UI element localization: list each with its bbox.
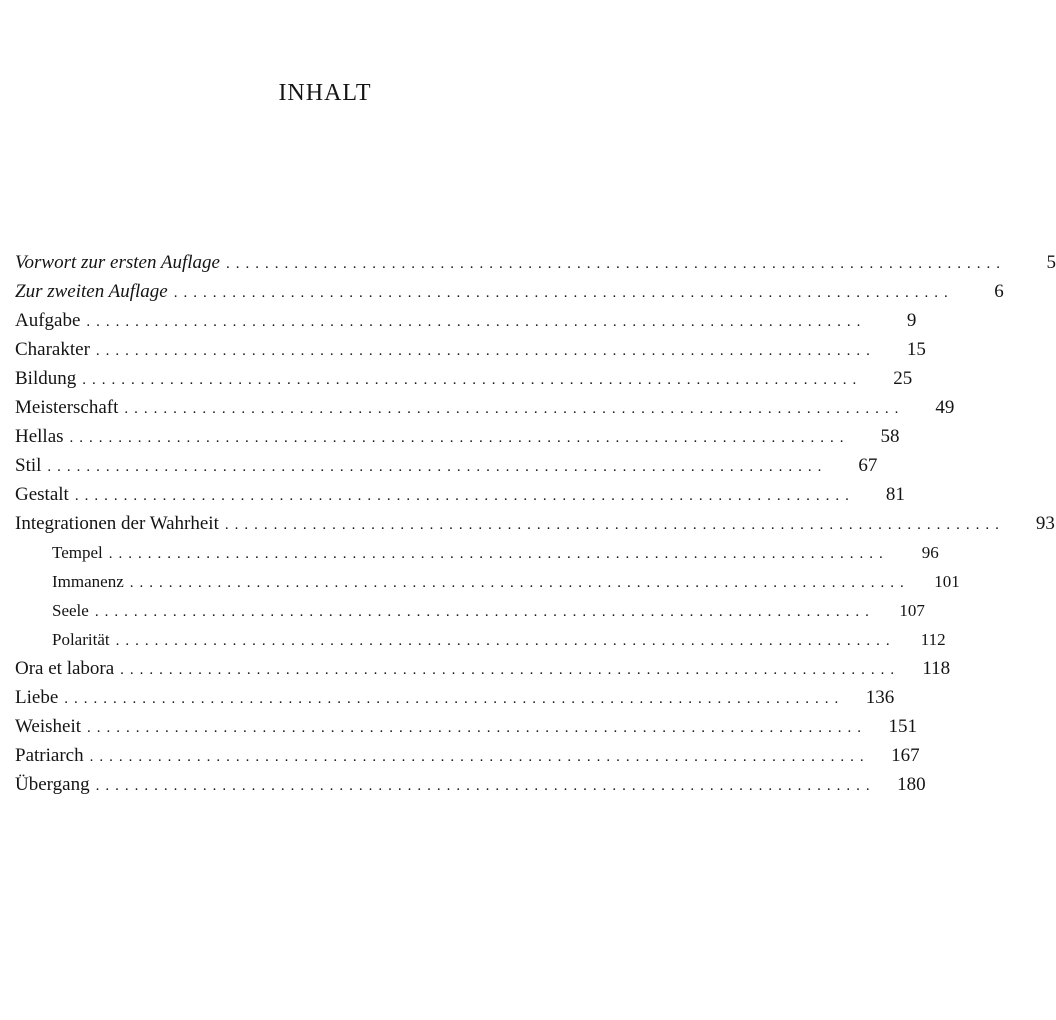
dot-leader: ................................................................................	[94, 604, 875, 620]
dot-leader: ................................................................................	[87, 720, 868, 736]
toc-entry-page-number: 9	[906, 310, 917, 331]
toc-entry-page-number: 96	[921, 543, 939, 562]
dot-leader: ................................................................................	[225, 256, 1006, 272]
toc-entry-title: Integrationen der Wahrheit	[15, 513, 219, 534]
toc-entry-page-number: 180	[897, 774, 926, 795]
toc-entry-page-number: 5	[1046, 252, 1056, 273]
toc-entry	[15, 451, 878, 480]
page-title: INHALT	[278, 80, 372, 106]
toc-entry-title: Immanenz	[52, 572, 124, 591]
dot-leader: ................................................................................	[64, 691, 845, 707]
toc-entry	[15, 480, 905, 509]
toc-entry-page-number: 151	[888, 716, 918, 737]
dot-leader: ................................................................................	[95, 778, 876, 794]
toc-entry	[15, 712, 918, 741]
toc-entry	[15, 248, 1056, 277]
toc-entry-title: Stil	[15, 455, 42, 476]
toc-entry-title: Gestalt	[15, 484, 69, 505]
dot-leader: ................................................................................	[224, 517, 1005, 533]
toc-entry	[15, 596, 925, 625]
dot-leader: ................................................................................	[95, 343, 876, 359]
toc-entry-page-number: 6	[994, 281, 1004, 302]
toc-entry	[15, 741, 920, 770]
toc-entry	[15, 364, 913, 393]
toc-entry	[15, 538, 939, 567]
dot-leader: ................................................................................	[74, 488, 855, 504]
toc-entry	[15, 393, 955, 422]
toc-entry-page-number: 136	[865, 687, 895, 708]
toc-entry-title: Weisheit	[15, 716, 82, 737]
toc-entry	[15, 509, 1055, 538]
toc-entry-page-number: 118	[922, 658, 951, 679]
toc-entry-page-number: 49	[935, 397, 955, 418]
dot-leader: ................................................................................	[120, 662, 901, 678]
toc-entry	[15, 277, 1004, 306]
toc-entry-page-number: 167	[891, 745, 920, 766]
dot-leader: ................................................................................	[173, 285, 954, 301]
toc-entry-title: Tempel	[52, 543, 103, 562]
dot-leader: ................................................................................	[129, 575, 910, 591]
toc-entry-page-number: 107	[899, 601, 925, 620]
dot-leader: ................................................................................	[124, 401, 905, 417]
toc-entry-page-number: 93	[1035, 513, 1055, 534]
dot-leader: ................................................................................	[69, 430, 850, 446]
toc-entry-page-number: 58	[880, 426, 900, 447]
toc-entry	[15, 567, 960, 596]
toc-entry	[15, 422, 900, 451]
toc-entry-title: Aufgabe	[15, 310, 81, 331]
toc-entry	[15, 625, 946, 654]
toc-entry	[15, 335, 926, 364]
toc-entry-title: Bildung	[15, 368, 77, 389]
toc-entry-title: Charakter	[15, 339, 90, 360]
toc-entry	[15, 770, 926, 799]
toc-entry-page-number: 25	[893, 368, 913, 389]
dot-leader: ................................................................................	[47, 459, 828, 475]
toc-entry-page-number: 67	[858, 455, 878, 476]
toc-entry-page-number: 81	[885, 484, 905, 505]
toc-entry-title: Vorwort zur ersten Auflage	[15, 252, 220, 273]
toc-entry	[15, 654, 951, 683]
toc-entry-title: Ora et labora	[15, 658, 115, 679]
dot-leader: ................................................................................	[115, 633, 896, 649]
toc-entry-title: Zur zweiten Auflage	[15, 281, 168, 302]
dot-leader: ................................................................................	[89, 749, 870, 765]
toc-entry	[15, 683, 895, 712]
dot-leader: ................................................................................	[82, 372, 863, 388]
toc-entry-page-number: 101	[934, 572, 960, 591]
toc-entry-title: Meisterschaft	[15, 397, 119, 418]
table-of-contents	[15, 248, 1056, 799]
dot-leader: ................................................................................	[86, 314, 867, 330]
toc-entry	[15, 306, 917, 335]
dot-leader: ................................................................................	[108, 546, 889, 562]
toc-entry-title: Liebe	[15, 687, 59, 708]
toc-entry-title: Übergang	[15, 774, 90, 795]
toc-entry-page-number: 15	[906, 339, 926, 360]
toc-entry-title: Hellas	[15, 426, 64, 447]
toc-entry-title: Patriarch	[15, 745, 84, 766]
toc-entry-page-number: 112	[920, 630, 946, 649]
toc-entry-title: Seele	[52, 601, 89, 620]
toc-entry-title: Polarität	[52, 630, 110, 649]
